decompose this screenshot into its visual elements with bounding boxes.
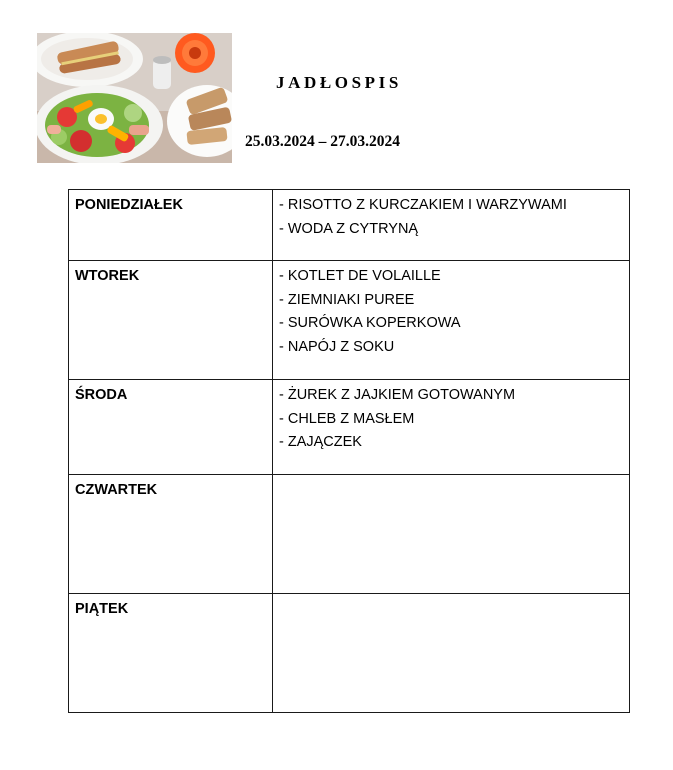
meals-cell — [273, 475, 630, 594]
table-row — [69, 594, 630, 713]
meal-item: - KOTLET DE VOLAILLE — [279, 268, 441, 284]
table-row — [69, 261, 630, 380]
meal-item: - ŻUREK Z JAJKIEM GOTOWANYM — [279, 387, 516, 403]
meals-cell — [273, 261, 630, 380]
page-title: JADŁOSPIS — [276, 73, 402, 92]
day-cell: ŚRODA — [69, 380, 273, 475]
food-photo — [37, 33, 232, 163]
meal-item: - ZAJĄCZEK — [279, 434, 362, 450]
meals-cell — [273, 190, 630, 261]
table-row — [69, 190, 630, 261]
meals-cell — [273, 594, 630, 713]
food-photo-illustration — [37, 33, 232, 163]
day-cell: CZWARTEK — [69, 475, 273, 594]
meals-cell — [273, 380, 630, 475]
table-row — [69, 380, 630, 475]
meal-item: - WODA Z CYTRYNĄ — [279, 220, 419, 237]
meal-item: - ZIEMNIAKI PUREE — [279, 291, 415, 308]
meal-item: - SURÓWKA KOPERKOWA — [279, 315, 461, 331]
date-range: 25.03.2024 – 27.03.2024 — [245, 133, 400, 150]
day-cell: PONIEDZIAŁEK — [69, 190, 273, 261]
meal-item: - RISOTTO Z KURCZAKIEM I WARZYWAMI — [279, 197, 567, 213]
meal-item: - CHLEB Z MASŁEM — [279, 410, 415, 427]
menu-table — [68, 189, 630, 713]
day-cell: PIĄTEK — [69, 594, 273, 713]
table-row — [69, 475, 630, 594]
meal-item: - NAPÓJ Z SOKU — [279, 338, 395, 355]
day-cell: WTOREK — [69, 261, 273, 380]
